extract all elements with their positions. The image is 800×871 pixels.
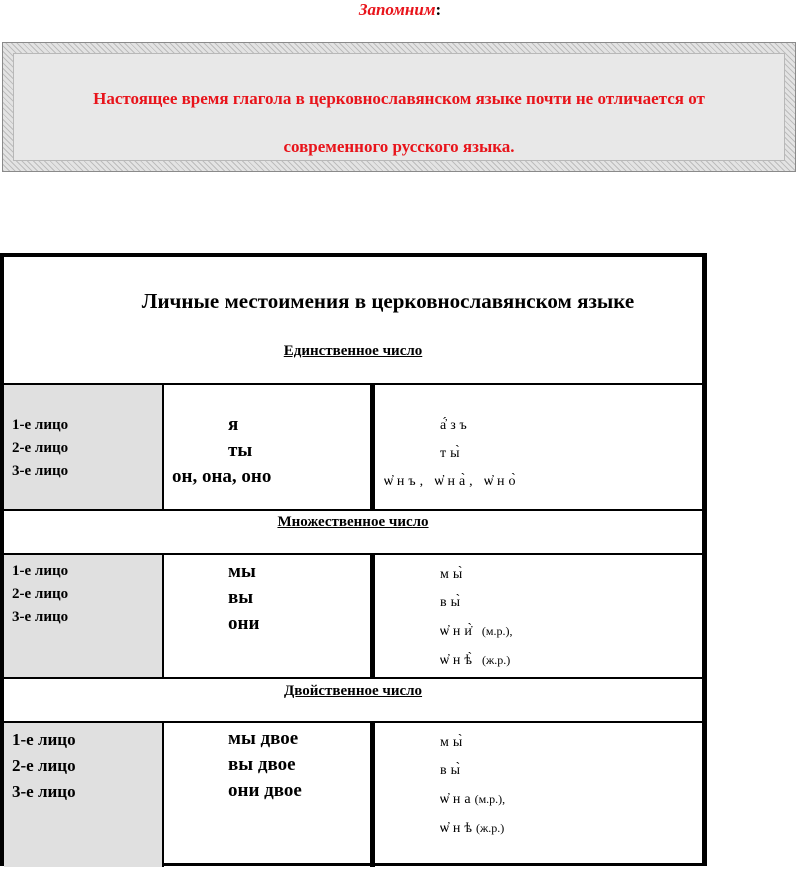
russian-pronouns-singular xyxy=(172,412,271,490)
person-3: 3-е лицо xyxy=(12,463,69,479)
gender-note: (ж.р.) xyxy=(481,653,511,667)
persons-list-singular xyxy=(12,414,68,483)
section-label-plural: Множественное число xyxy=(277,514,429,530)
pronoun-ru-1: мы двое xyxy=(228,728,299,749)
pronoun-cs-1: а҆́зъ xyxy=(440,418,471,433)
table-rule xyxy=(4,509,702,511)
remember-callout xyxy=(2,42,796,172)
pronoun-cs-1: мы̀ xyxy=(440,735,467,750)
table-title: Личные местоимения в церковнославянском языке xyxy=(141,289,635,313)
slavonic-pronouns-plural xyxy=(440,561,512,675)
pronoun-ru-3: они xyxy=(228,613,260,634)
column-rule xyxy=(162,385,164,509)
pronoun-cs-3: ѡ҆ни̇̀ (м.р.), xyxy=(440,624,513,639)
pronoun-ru-2: вы двое xyxy=(228,754,296,775)
pronoun-ru-3: он, она, оно xyxy=(172,466,272,487)
pronoun-ru-3: они двое xyxy=(228,780,302,801)
callout-line-2: современного русского языка. xyxy=(283,137,515,156)
callout-panel xyxy=(13,53,785,161)
russian-pronouns-dual xyxy=(228,726,302,804)
slavonic-pronouns-singular xyxy=(384,412,520,496)
column-rule-thick xyxy=(370,723,375,867)
gender-note: (ж.р.) xyxy=(475,821,505,835)
column-rule xyxy=(162,555,164,677)
pronoun-cs-4: ѡ҆нѣ̀ (ж.р.) xyxy=(440,653,511,668)
russian-pronouns-plural xyxy=(228,559,259,637)
pronoun-cs-2: вы̀ xyxy=(440,763,465,778)
persons-list-dual xyxy=(12,727,76,805)
column-rule xyxy=(162,723,164,867)
gender-note: (м.р.), xyxy=(481,624,513,638)
pronoun-ru-2: вы xyxy=(228,587,254,608)
person-1: 1-е лицо xyxy=(12,730,76,749)
person-2: 2-е лицо xyxy=(12,440,69,456)
pronoun-cs-1: мы̀ xyxy=(440,567,467,582)
pronoun-cs-2: вы̀ xyxy=(440,595,465,610)
section-label-singular: Единственное число xyxy=(283,343,423,359)
callout-line-1: Настоящее время глагола в церковнославянском языке почти не отличается от xyxy=(93,89,705,108)
pronoun-ru-2: ты xyxy=(228,440,253,461)
callout-text xyxy=(14,75,784,171)
pronoun-cs-3: ѡ҆нъ, ѡ҆на̀, ѡ҆но̀ xyxy=(384,474,520,489)
column-rule-thick xyxy=(370,385,375,509)
persons-list-plural xyxy=(12,560,68,629)
person-2: 2-е лицо xyxy=(12,756,76,775)
person-2: 2-е лицо xyxy=(12,586,69,602)
table-rule xyxy=(4,677,702,679)
person-3: 3-е лицо xyxy=(12,609,69,625)
slavonic-pronouns-dual xyxy=(440,729,505,843)
pronoun-ru-1: я xyxy=(228,414,239,435)
pronouns-table xyxy=(0,253,707,866)
pronoun-cs-4: ѡ҆нѣ(ж.р.) xyxy=(440,821,505,836)
page-heading: Запомним: xyxy=(358,0,442,19)
pronoun-cs-3: ѡ҆на(м.р.), xyxy=(440,792,506,807)
section-label-dual: Двойственное число xyxy=(283,683,423,699)
pronoun-ru-1: мы xyxy=(228,561,256,582)
person-1: 1-е лицо xyxy=(12,563,69,579)
column-rule-thick xyxy=(370,555,375,677)
gender-note: (м.р.), xyxy=(474,792,506,806)
person-3: 3-е лицо xyxy=(12,782,76,801)
pronoun-cs-2: ты̀ xyxy=(440,446,464,461)
person-1: 1-е лицо xyxy=(12,417,69,433)
